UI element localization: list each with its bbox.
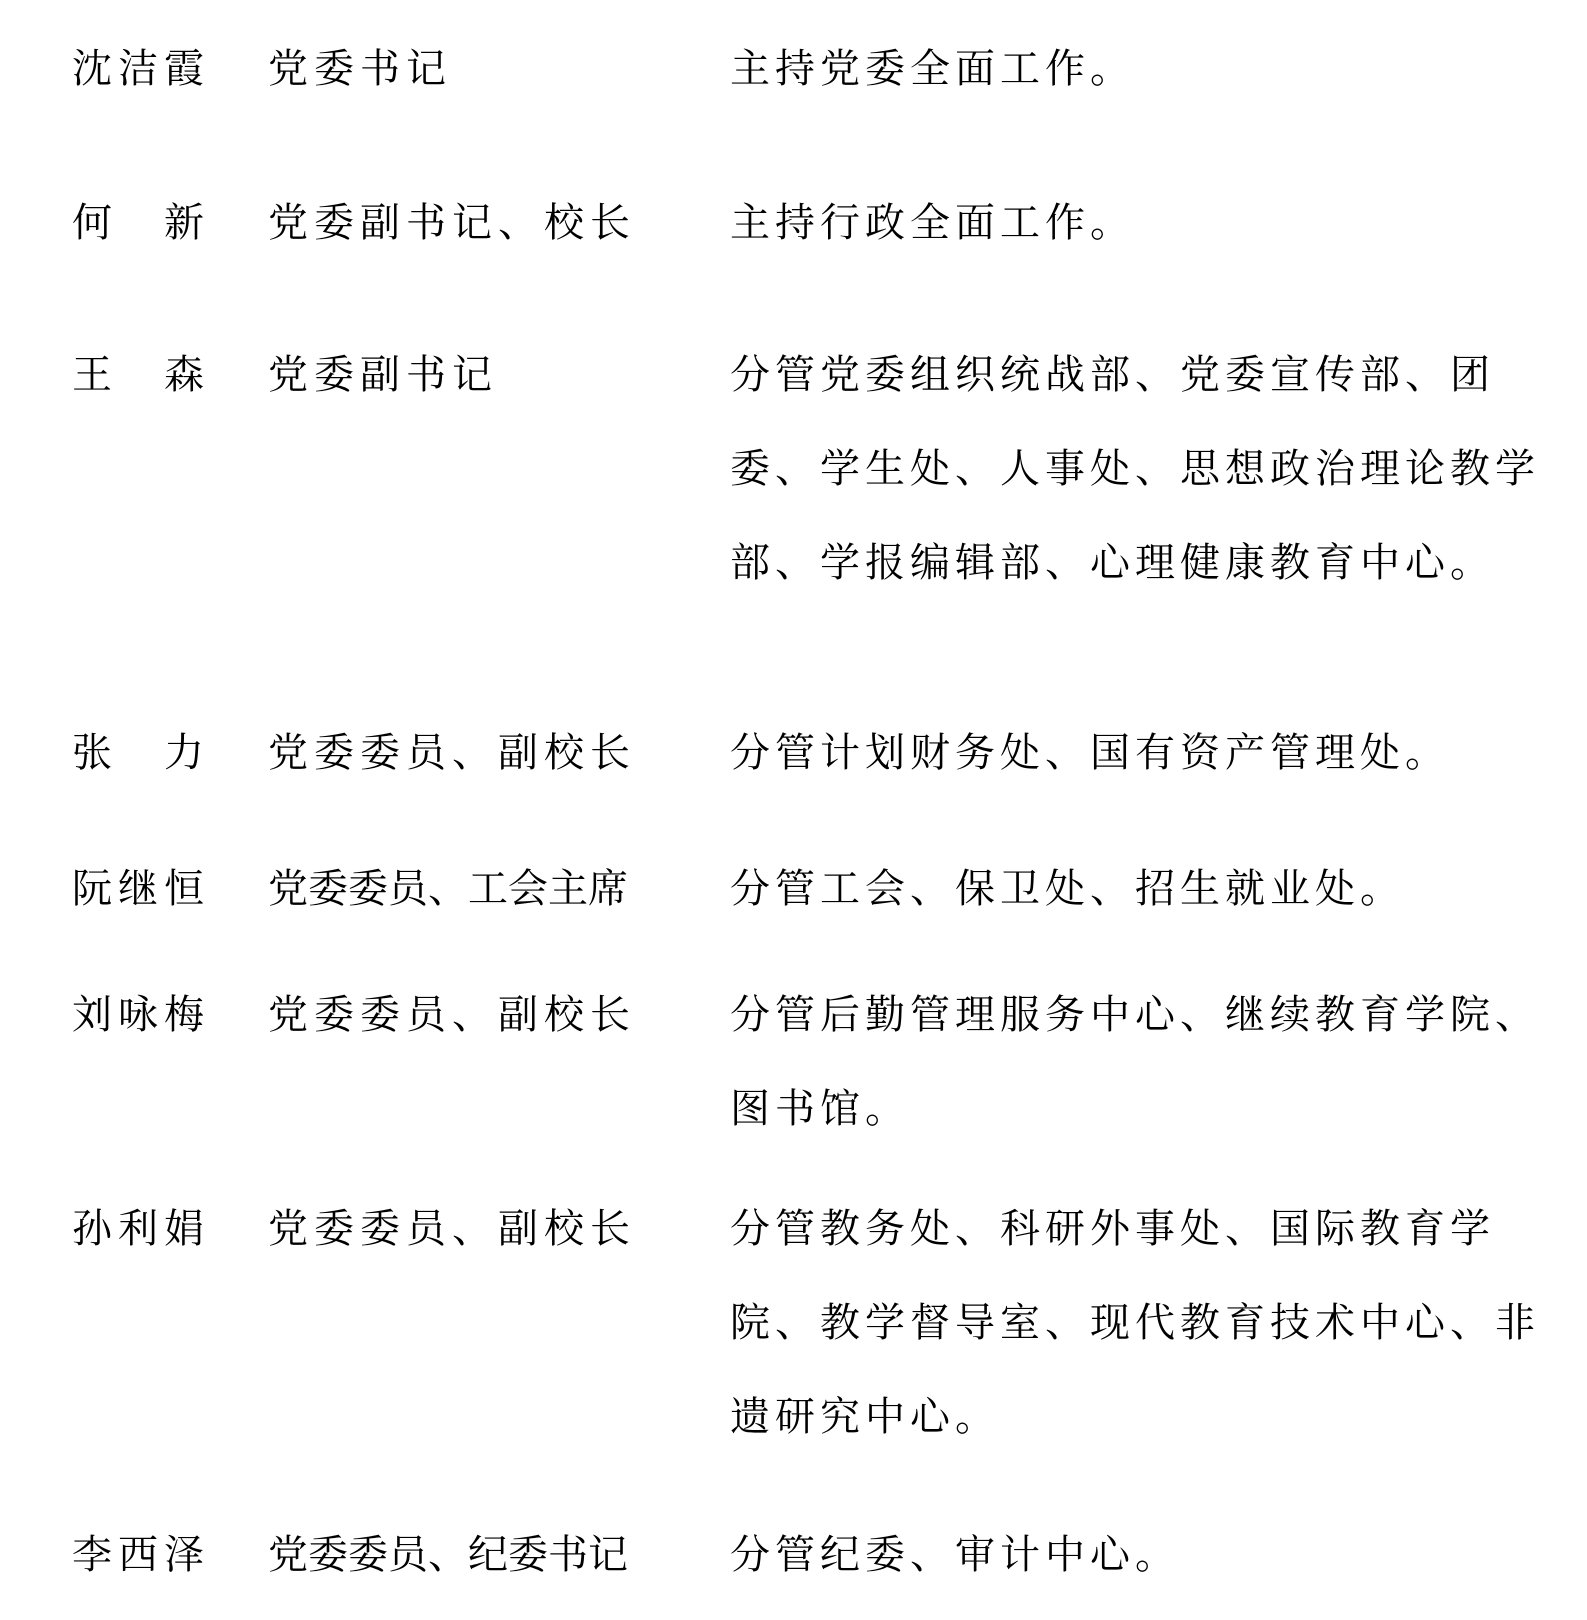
leader-title: 党委委员、副校长 [268,730,636,776]
leader-duty: 主持党委全面工作。 [730,46,1135,92]
leader-duty: 分管工会、保卫处、招生就业处。 [730,866,1405,912]
leader-name: 孙利娟 [72,1206,210,1252]
leader-title: 党委副书记 [268,352,498,398]
leader-name: 王 森 [72,352,210,398]
leader-duty: 分管纪委、审计中心。 [730,1532,1180,1578]
leader-title: 党委委员、副校长 [268,1206,636,1252]
leader-name: 刘咏梅 [72,992,210,1038]
leader-title: 党委委员、纪委书记 [268,1532,628,1578]
leader-name: 李西泽 [72,1532,210,1578]
leader-title: 党委委员、工会主席 [268,866,628,912]
leader-duty: 分管计划财务处、国有资产管理处。 [730,730,1450,776]
leader-name: 沈洁霞 [72,46,210,92]
leader-name: 阮继恒 [72,866,210,912]
leader-name: 张 力 [72,730,210,776]
leader-name: 何 新 [72,200,210,246]
leader-duty: 分管教务处、科研外事处、国际教育学院、教学督导室、现代教育技术中心、非遗研究中心。 [730,1206,1540,1440]
leader-duty: 主持行政全面工作。 [730,200,1135,246]
leader-duty: 分管党委组织统战部、党委宣传部、团委、学生处、人事处、思想政治理论教学部、学报编辑部、心理健康教育中心。 [730,352,1540,586]
leader-title: 党委委员、副校长 [268,992,636,1038]
leader-title: 党委副书记、校长 [268,200,636,246]
leader-duty: 分管后勤管理服务中心、继续教育学院、图书馆。 [730,992,1540,1132]
leader-title: 党委书记 [268,46,452,92]
